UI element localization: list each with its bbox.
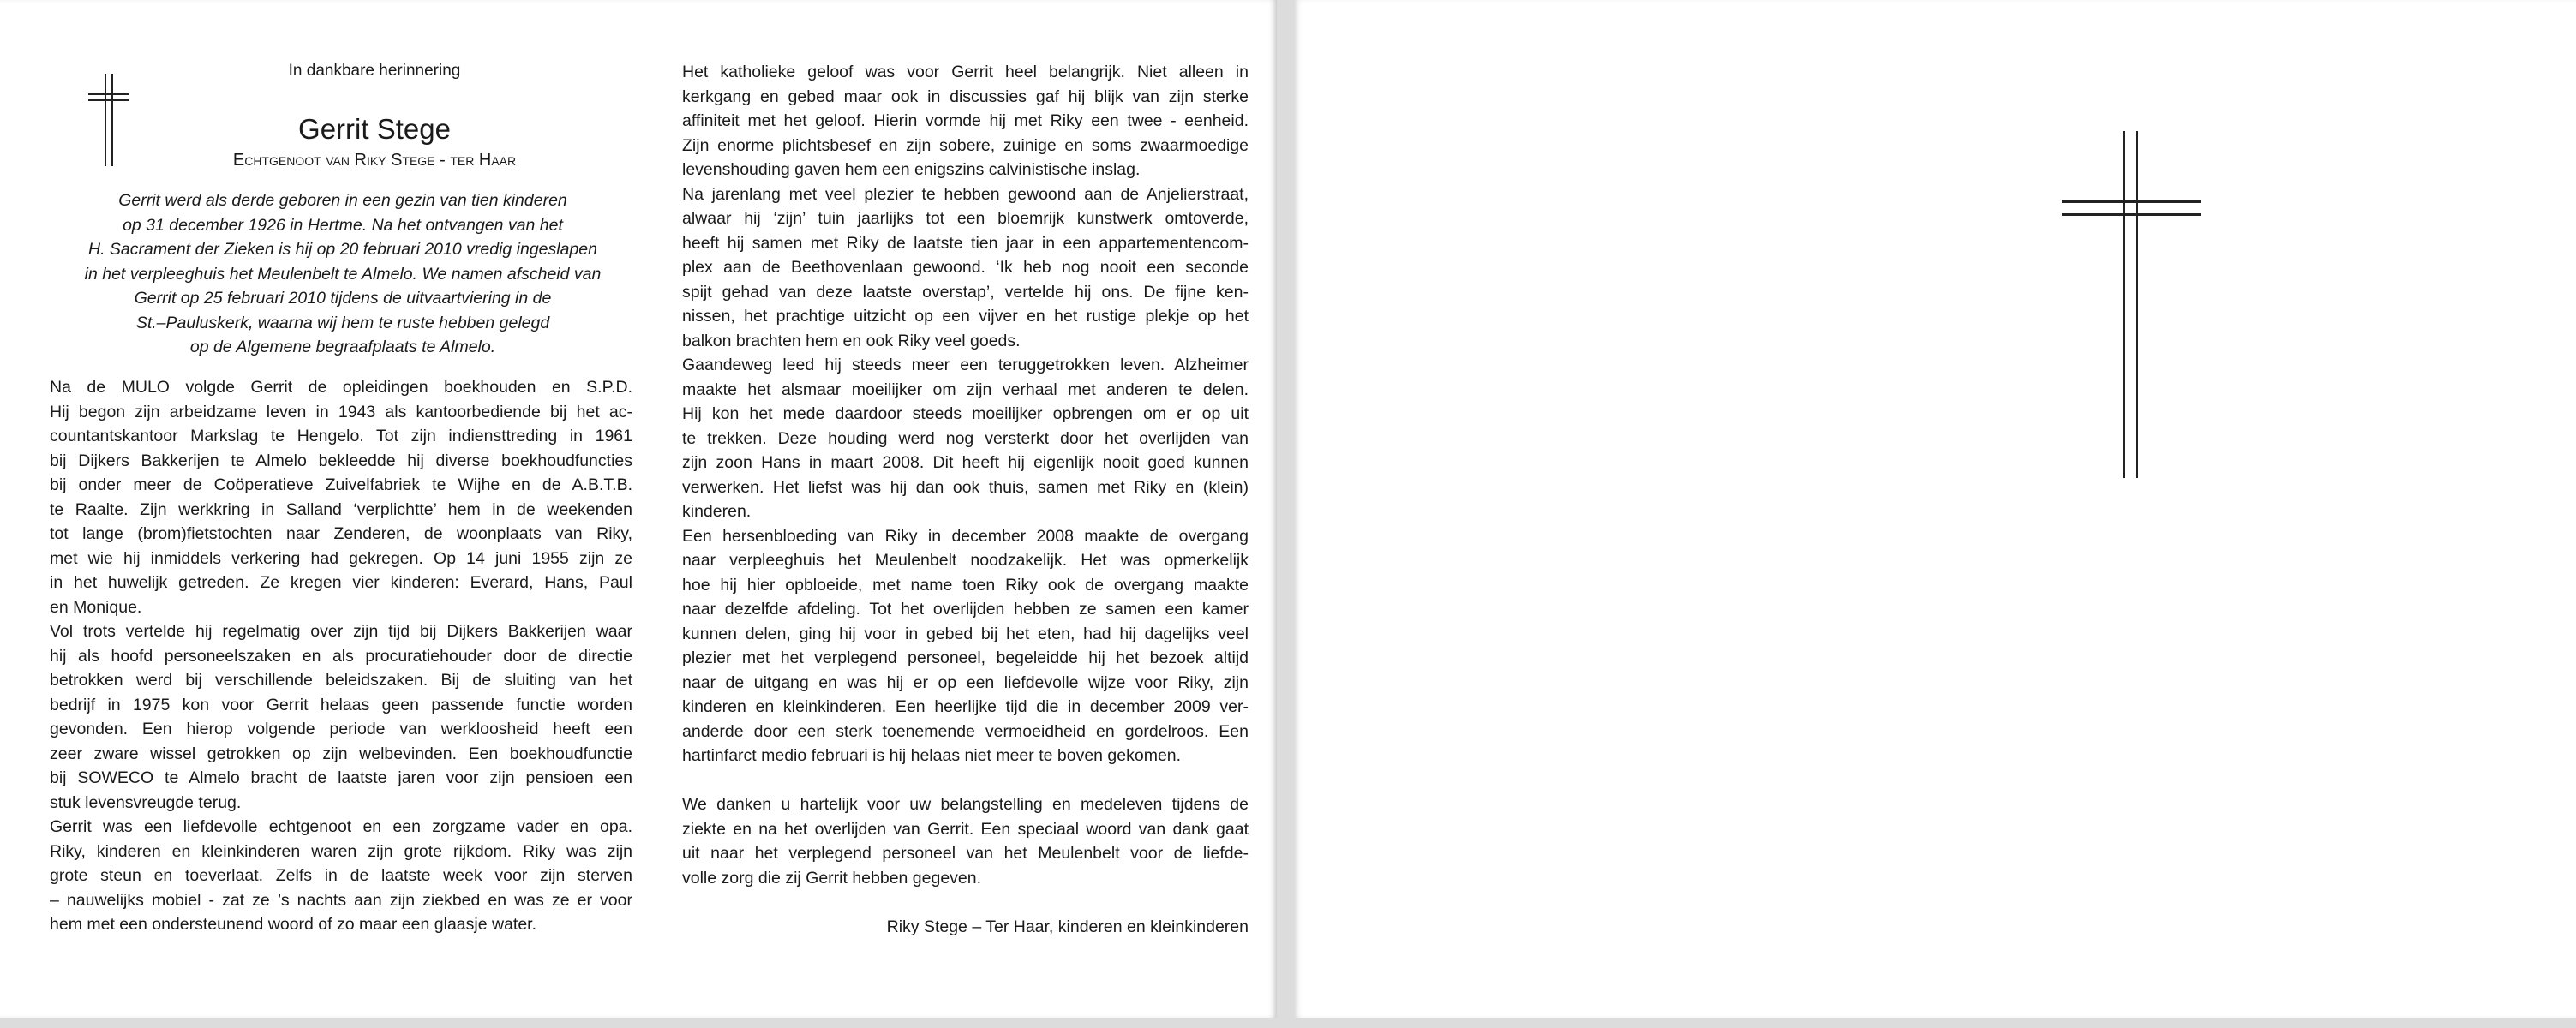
intro-text: [34, 188, 651, 360]
text-line: betrokken werd bij verschillende beleidszaken. Bij de sluiting van het: [50, 671, 632, 690]
text-line: in het huwelijk getreden. Ze kregen vier kinderen: Everard, Hans, Paul: [50, 573, 632, 592]
text-line: Gaandeweg leed hij steeds meer een teruggetrokken leven. Alzheimer: [682, 356, 1249, 374]
text-line: bij SOWECO te Almelo bracht de laatste jaren voor zijn pensioen een: [50, 768, 632, 787]
text-line: Na jarenlang met veel plezier te hebben gewoond aan de Anjelierstraat,: [682, 184, 1249, 204]
text-line: Vol trots vertelde hij regelmatig over zijn tijd bij Dijkers Bakkerijen waar: [50, 622, 632, 641]
signature: Riky Stege – Ter Haar, kinderen en kleinkinderen: [886, 917, 1249, 936]
text-line: met wie hij inmiddels verkering had gekregen. Op 14 juni 1955 zijn ze: [50, 548, 632, 568]
text-line: te trekken. Deze houding werd nog versterkt door het overlijden van: [682, 428, 1249, 448]
text-line: hartinfarct medio februari is hij helaas niet meer te boven gekomen.: [682, 746, 1182, 765]
text-line: naar verpleeghuis het Meulenbelt noodzakelijk. Het was opmerkelijk: [682, 551, 1249, 570]
text-line: [682, 890, 1249, 915]
text-line: countantskantoor Markslag te Hengelo. Tot zijn indiensttreding in 1961: [50, 427, 632, 445]
text-line: balkon brachten hem en ook Riky veel goeds.: [682, 331, 1021, 350]
text-line: kinderen en kleinkinderen. Een heerlijke tijd die in december 2009 ver-: [682, 697, 1249, 716]
text-line: Hij kon het mede daardoor steeds moeilijker opbrengen om er op uit: [682, 404, 1249, 423]
text-line: spijt gehad van deze laatste overstap’, vertelde hij ons. De fijne ken-: [682, 282, 1249, 302]
text-line: anderde door een sterk toenemende vermoeidheid en gordelroos. Een: [682, 721, 1249, 741]
text-line: heeft hij samen met Riky de laatste tien jaar in een appartementencom-: [682, 233, 1249, 253]
text-line: zeer zware wissel getrokken op zijn welbevinden. Een boekhoudfunctie: [50, 744, 632, 763]
intro-line: op de Algemene begraafplaats te Almelo.: [189, 338, 496, 356]
text-line: grote steun en toeverlaat. Zelfs in de laatste week voor zijn sterven: [50, 866, 632, 885]
card-inside-left: [0, 0, 1277, 1018]
spouse-line: Echtgenoot van Riky Stege - ter Haar: [232, 151, 517, 170]
intro-line: in het verpleeghuis het Meulenbelt te Almelo. We namen afscheid van: [84, 264, 602, 284]
text-line: kunnen delen, ging hij voor in gebed bij het eten, had hij dagelijks veel: [682, 624, 1249, 643]
text-line: alwaar hij ‘zijn’ tuin jaarlijks tot een bloemrijk kunstwerk omtoverde,: [682, 209, 1249, 228]
deceased-name: Gerrit Stege: [298, 113, 451, 145]
text-line: affiniteit met het geloof. Hierin vormde hij met Riky een twee - eenheid.: [682, 111, 1249, 130]
text-line: We danken u hartelijk voor uw belangstelling en medeleven tijdens de: [682, 795, 1249, 814]
text-line: Na de MULO volgde Gerrit de opleidingen boekhouden en S.P.D.: [50, 378, 632, 397]
text-line: verwerken. Het liefst was hij dan ook thuis, samen met Riky en (klein): [682, 477, 1249, 497]
cross-icon: [88, 74, 131, 168]
intro-line: op 31 december 1926 in Hertme. Na het ontvangen van het: [123, 215, 563, 235]
text-line: nissen, het prachtige uitzicht op een vijver en het rustige plekje op het: [682, 307, 1249, 326]
text-line: bij Dijkers Bakkerijen te Almelo bekleedde hij diverse boekhoudfuncties: [50, 451, 632, 470]
text-line: hij als hoofd personeelszaken en als procuratiehouder door de directie: [50, 646, 632, 666]
text-line: [682, 768, 1249, 793]
text-line: naar dezelfde afdeling. Tot het overlijden hebben ze samen een kamer: [682, 600, 1249, 619]
intro-line: H. Sacrament der Zieken is hij op 20 februari 2010 vredig ingeslapen: [87, 240, 597, 259]
text-line: Riky, kinderen en kleinkinderen waren zijn grote rijkdom. Riky was zijn: [50, 841, 632, 861]
text-line: volle zorg die zij Gerrit hebben gegeven.: [682, 868, 982, 888]
text-line: hoe hij hier opbloeide, met name toen Riky ook de overgang maakte: [682, 575, 1249, 595]
text-line: uit naar het verplegend personeel van het Meulenbelt voor de liefde-: [682, 844, 1249, 863]
text-line: zijn zoon Hans in maart 2008. Dit heeft hij eigenlijk nooit goed kunnen: [682, 453, 1249, 472]
text-line: Een hersenbloeding van Riky in december 2008 maakte de overgang: [682, 526, 1249, 546]
text-line: bij onder meer de Coöperatieve Zuivelfabriek te Wijhe en de A.B.T.B.: [50, 475, 632, 494]
text-line: kinderen.: [682, 502, 752, 521]
text-line: naar de uitgang en was hij er op een liefdevolle wijze voor Riky, zijn: [682, 672, 1249, 692]
text-line: Hij begon zijn arbeidzame leven in 1943 als kantoorbediende bij het ac-: [50, 402, 632, 421]
cross-icon: [2062, 131, 2201, 478]
text-line: en Monique.: [50, 597, 142, 617]
in-memory-heading: In dankbare herinnering: [288, 62, 461, 80]
text-line: – nauwelijks mobiel - zat ze ’s nachts aan zijn ziekbed en was ze er voor: [50, 890, 632, 910]
intro-line: Gerrit werd als derde geboren in een gezin van tien kinderen: [118, 191, 567, 210]
intro-line: Gerrit op 25 februari 2010 tijdens de uitvaartviering in de: [134, 289, 552, 308]
biography-column-right: [682, 60, 1249, 939]
text-line: maakte het alsmaar moeilijker om zijn verhaal met anderen te delen.: [682, 380, 1249, 399]
text-line: bedrijf in 1975 kon voor Gerrit helaas geen passende functie worden: [50, 695, 632, 714]
text-line: Zijn enorme plichtsbesef en zijn sobere, zuinige en soms zwaarmoedige: [682, 135, 1249, 155]
text-line: ziekte en na het overlijden van Gerrit. Een speciaal woord van dank gaat: [682, 819, 1249, 839]
text-line: tot lange (brom)fietstochten naar Zenderen, de woonplaats van Riky,: [50, 524, 632, 543]
biography-column-left: [50, 375, 632, 937]
text-line: plezier met het verplegend personeel, begeleidde hij het bezoek altijd: [682, 648, 1249, 667]
text-line: Gerrit was een liefdevolle echtgenoot en een zorgzame vader en opa.: [50, 817, 632, 836]
text-line: hem met een ondersteunend woord of zo maar een glaasje water.: [50, 915, 537, 934]
text-line: kerkgang en gebed maar ook in discussies gaf hij blijk van zijn sterke: [682, 87, 1249, 106]
card-front: [1294, 0, 2576, 1018]
text-line: plex aan de Beethovenlaan gewoond. ‘Ik heb nog nooit een seconde: [682, 258, 1249, 277]
text-line: stuk levensvreugde terug.: [50, 792, 242, 812]
text-line: Het katholieke geloof was voor Gerrit heel belangrijk. Niet alleen in: [682, 63, 1249, 81]
intro-line: St.–Pauluskerk, waarna wij hem te ruste hebben gelegd: [135, 313, 550, 332]
text-line: te Raalte. Zijn werkkring in Salland ‘verplichtte’ hem in de weekenden: [50, 499, 632, 519]
text-line: gevonden. Een hierop volgende periode van werkloosheid heeft een: [50, 720, 632, 738]
text-line: levenshouding gaven hem een enigszins calvinistische inslag.: [682, 160, 1141, 179]
